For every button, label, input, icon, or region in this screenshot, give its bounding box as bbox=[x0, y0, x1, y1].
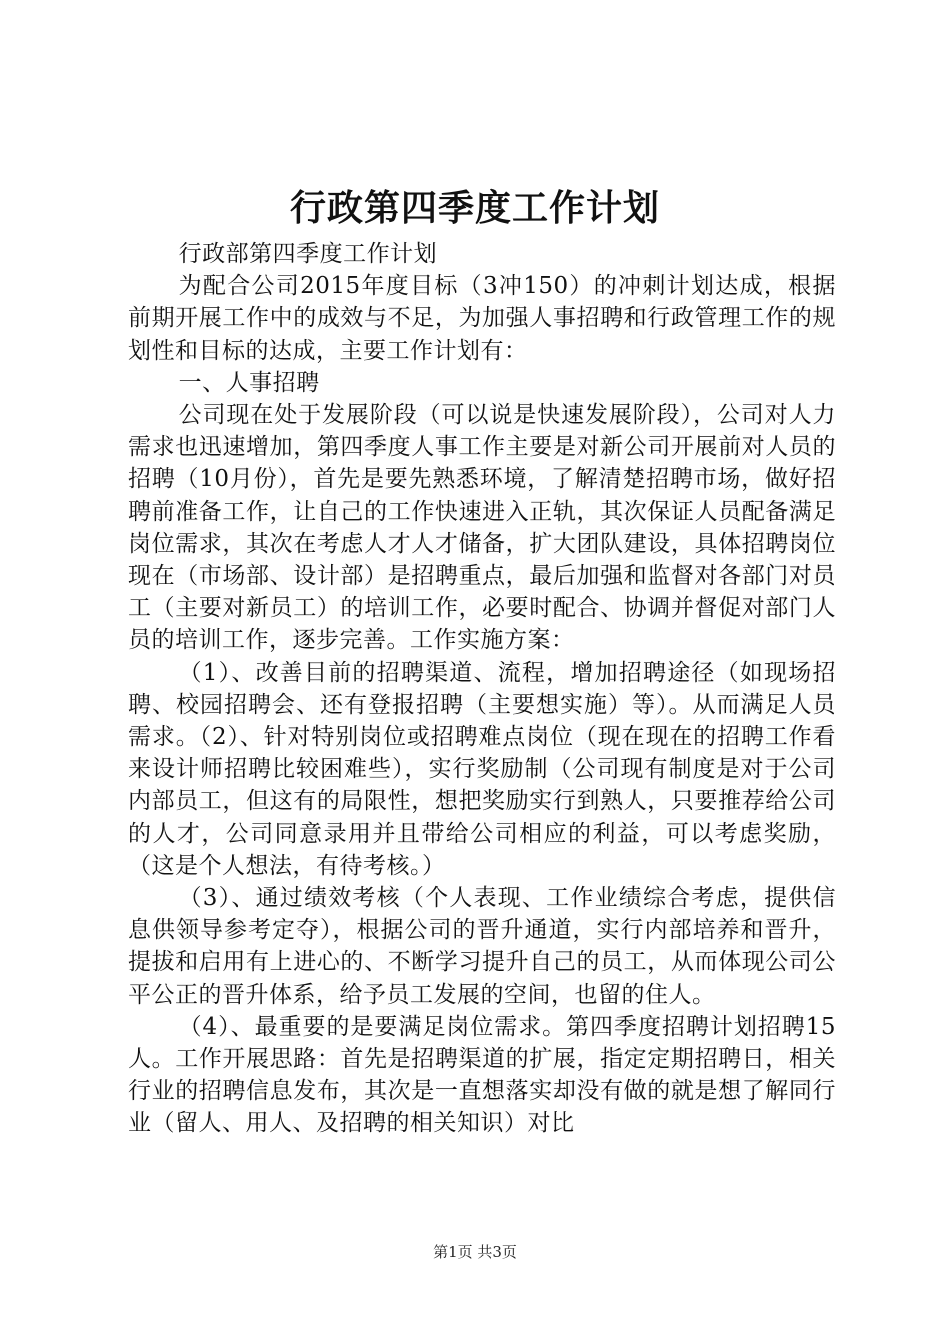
paragraph-plan-item-3: （3）、通过绩效考核（个人表现、工作业绩综合考虑，提供信息供领导参考定夺），根据公司的晋升通道，实行内部培养和晋升，提拔和启用有上进心的、不断学习提升自己的员工，从而体现公司公平公正的晋升体系，给予员工发展的空间，也留的住人。 bbox=[128, 885, 836, 1008]
paragraph-plan-item-4: （4）、最重要的是要满足岗位需求。第四季度招聘计划招聘15人。工作开展思路：首先是招聘渠道的扩展，指定定期招聘日，相关行业的招聘信息发布，其次是一直想落实却没有做的就是想了解同行业（留人、用人、及招聘的相关知识）对比 bbox=[128, 1013, 836, 1137]
paragraph-recruitment-overview: 公司现在处于发展阶段（可以说是快速发展阶段），公司对人力需求也迅速增加，第四季度人事工作主要是对新公司开展前对人员的招聘（10月份），首先是要先熟悉环境，了解清楚招聘市场，做好招聘前准备工作，让自己的工作快速进入正轨，其次保证人员配备满足岗位需求，其次在考虑人才人才储备，扩大团队建设，具体招聘岗位现在（市场部、设计部）是招聘重点，最后加强和监督对各部门对员工（主要对新员工）的培训工作，必要时配合、协调并督促对部门人员的培训工作，逐步完善。工作实施方案： bbox=[128, 402, 836, 654]
page-number-footer: 第1页 共3页 bbox=[433, 1243, 517, 1261]
paragraph-intro: 为配合公司2015年度目标（3冲150）的冲刺计划达成，根据前期开展工作中的成效与不足，为加强人事招聘和行政管理工作的规划性和目标的达成，主要工作计划有： bbox=[128, 273, 836, 364]
document-title: 行政第四季度工作计划 bbox=[289, 187, 660, 229]
document-body bbox=[128, 238, 836, 1140]
paragraph-plan-item-1-2: （1）、改善目前的招聘渠道、流程，增加招聘途径（如现场招聘、校园招聘会、还有登报招聘（主要想实施）等）。从而满足人员需求。（2）、针对特别岗位或招聘难点岗位（现在现在的招聘工作看来设计师招聘比较困难些），实行奖励制（公司现有制度是对于公司内部员工，但这有的局限性，想把奖励实行到熟人，只要推荐给公司的人才，公司同意录用并且带给公司相应的利益，可以考虑奖励，（这是个人想法，有待考核。） bbox=[128, 659, 836, 879]
section-heading-recruitment: 一、人事招聘 bbox=[178, 369, 320, 396]
paragraph-subtitle: 行政部第四季度工作计划 bbox=[178, 241, 438, 267]
